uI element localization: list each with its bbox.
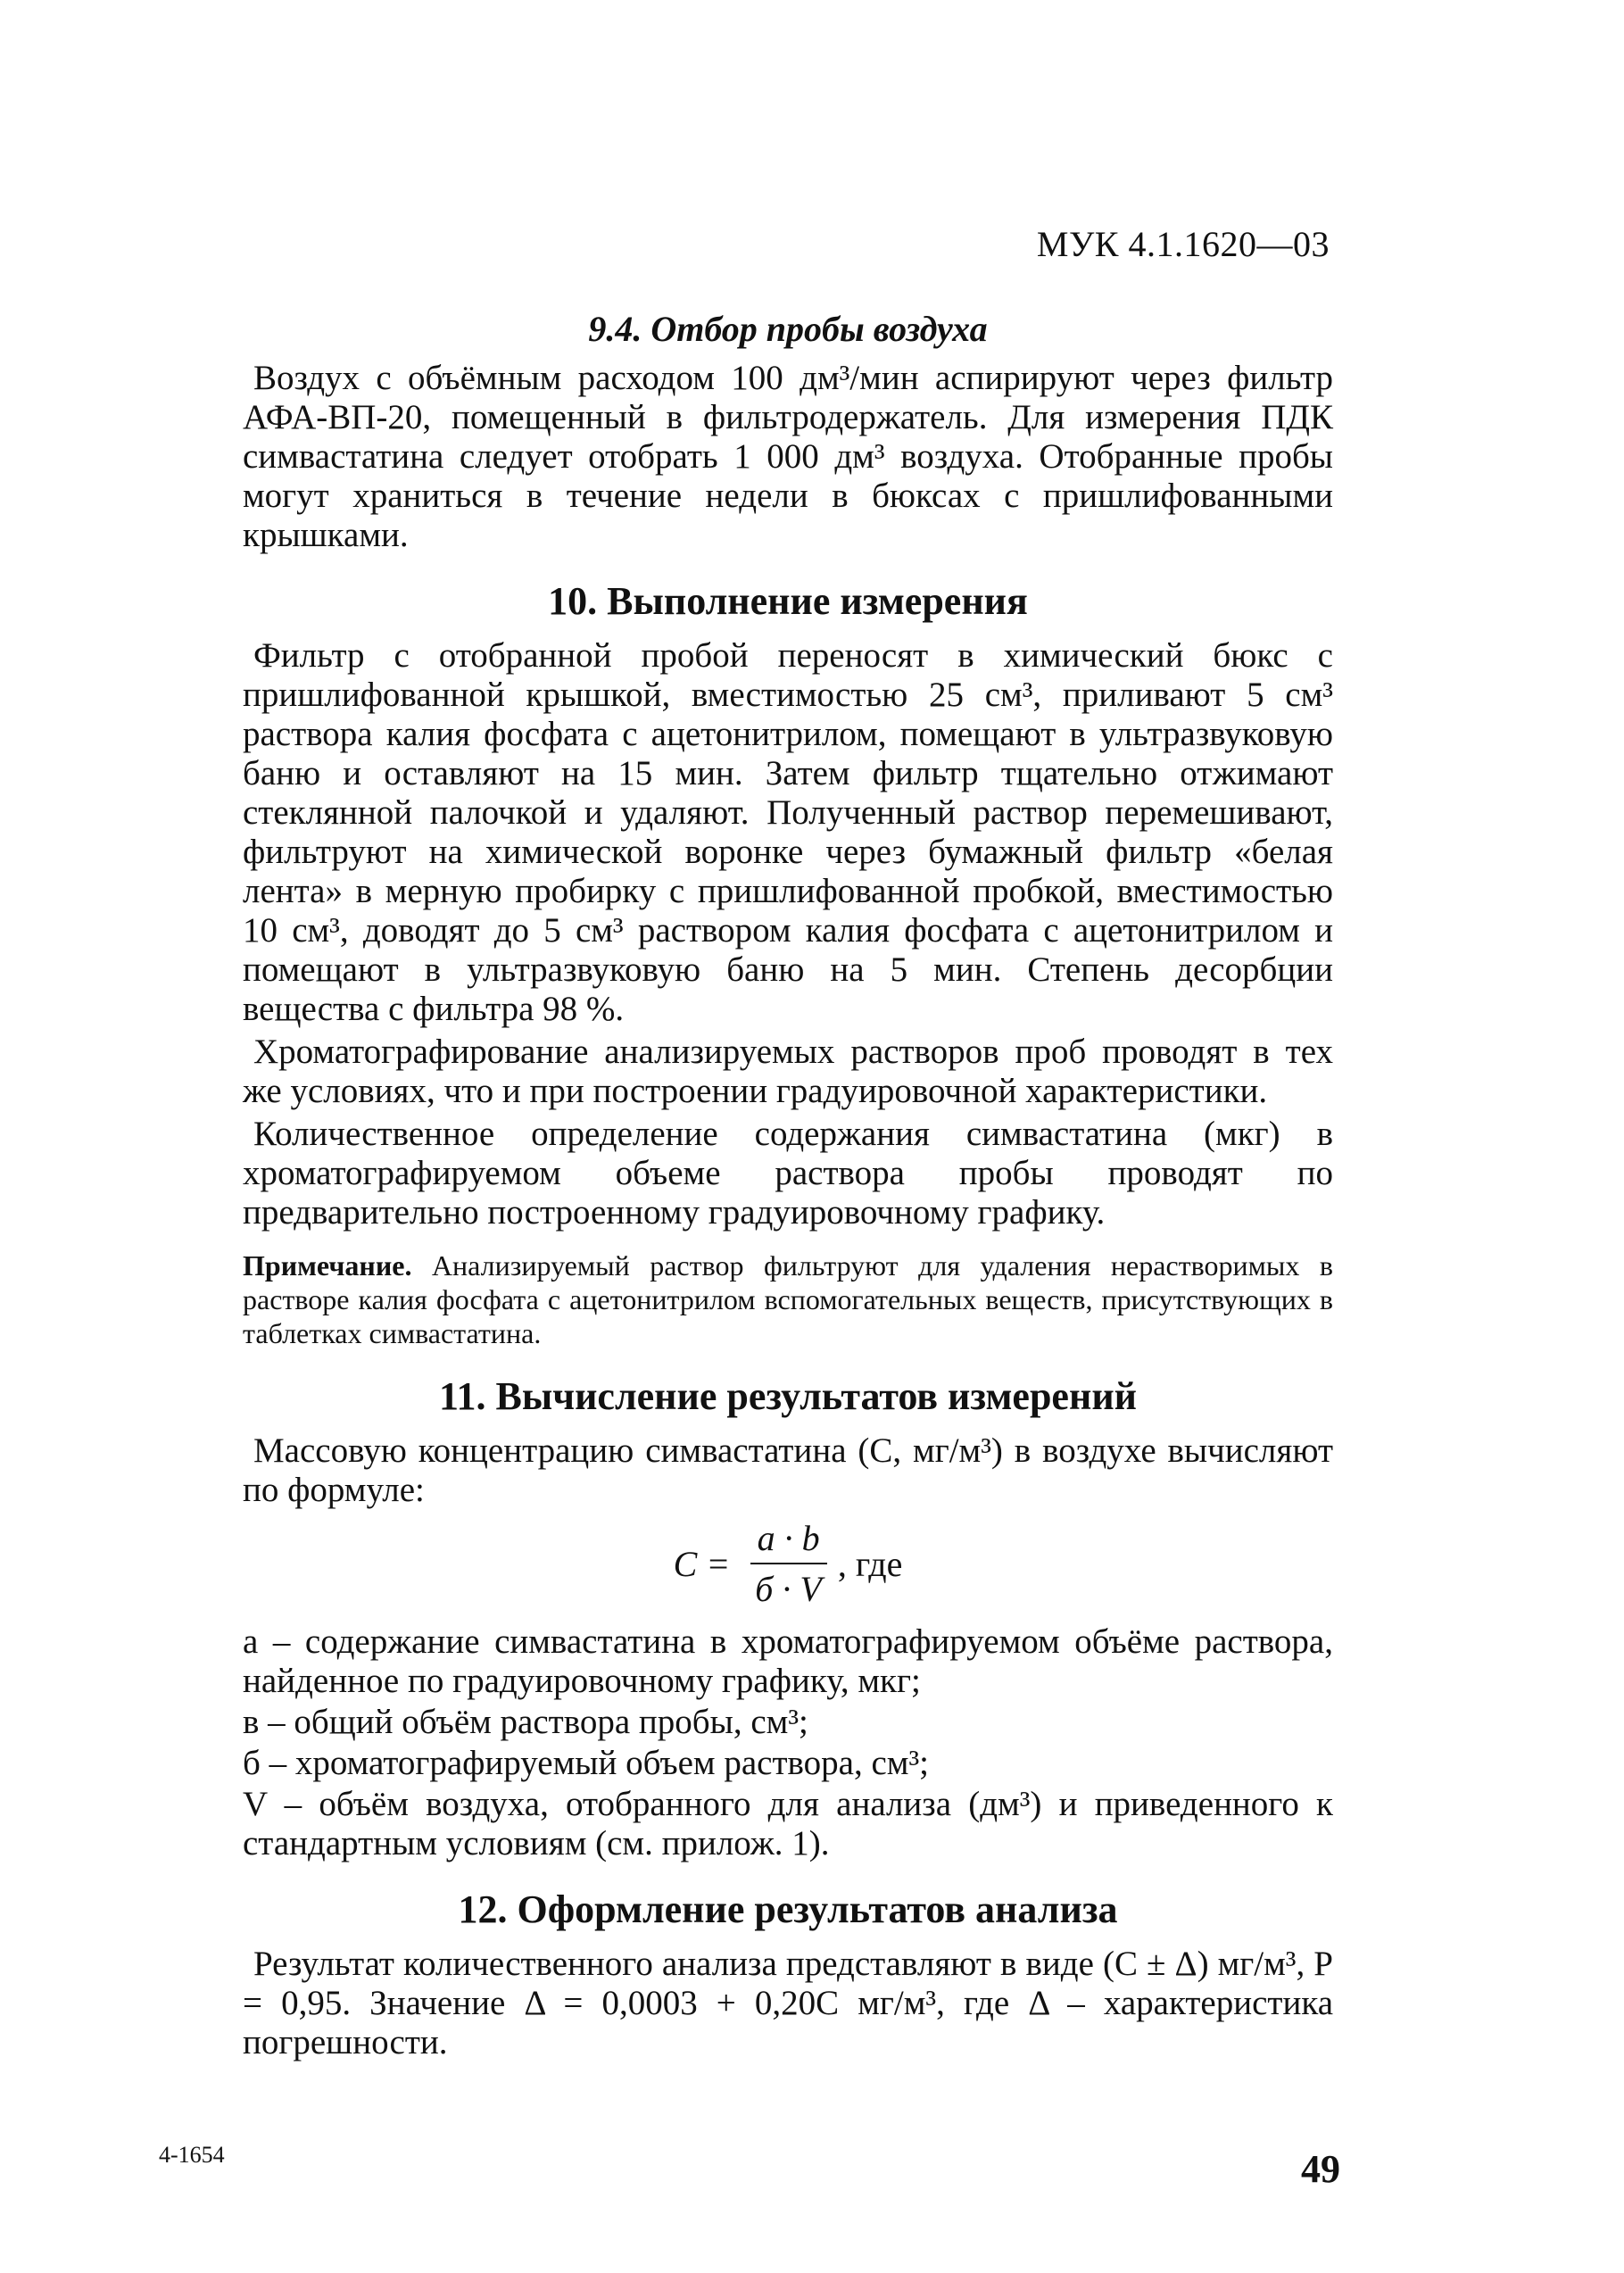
section-11-intro: Массовую концентрацию симвастатина (C, мг/м³) в воздухе вычисляют по формуле:	[243, 1431, 1333, 1509]
definition-v: в – общий объём раствора пробы, см³;	[243, 1703, 808, 1741]
section-10-note	[243, 1248, 1333, 1350]
formula-numerator: a · b	[750, 1517, 827, 1564]
section-10-paragraph-2: Хроматографирование анализируемых растворов проб проводят в тех же условиях, что и при построении градуировочной характеристики.	[243, 1033, 1333, 1110]
formula-suffix: , где	[837, 1543, 903, 1584]
subsection-9-4-text: Воздух с объёмным расходом 100 дм³/мин аспирируют через фильтр АФА-ВП-20, помещенный в фильтродержатель. Для измерения ПДК симвастатина следует отобрать 1 000 дм³ воздуха. Отобранные пробы могут храниться в течение недели в бюксах с пришлифованными крышками.	[243, 359, 1333, 554]
section-10-title: 10. Выполнение измерения	[548, 579, 1028, 623]
subsection-9-4-title: 9.4. Отбор пробы воздуха	[588, 309, 988, 349]
definition-b: б – хроматографируемый объем раствора, см³;	[243, 1744, 929, 1782]
section-11-title: 11. Вычисление результатов измерений	[438, 1374, 1138, 1418]
page-number: 49	[1301, 2147, 1340, 2191]
formula-fraction	[748, 1517, 829, 1610]
formula-denominator: б · V	[755, 1569, 822, 1609]
note-label: Примечание.	[243, 1249, 412, 1282]
definition-a: а – содержание симвастатина в хроматографируемом объёме раствора, найденное по градуировочному графику, мкг;	[243, 1622, 1333, 1700]
page-content	[243, 308, 1333, 2066]
section-12-text: Результат количественного анализа представляют в виде (C ± Δ) мг/м³, P = 0,95. Значение Δ = 0,0003 + 0,20C мг/м³, где Δ – характеристика погрешности.	[243, 1945, 1333, 2061]
note-text: Анализируемый раствор фильтруют для удаления нерастворимых в растворе калия фосфата с ацетонитрилом вспомогательных веществ, присутствующих в таблетках симвастатина.	[243, 1249, 1333, 1349]
section-12-title: 12. Оформление результатов анализа	[458, 1887, 1118, 1931]
concentration-formula	[243, 1517, 1333, 1610]
definition-air-volume: V – объём воздуха, отобранного для анализа (дм³) и приведенного к стандартным условиям (см. прилож. 1).	[243, 1785, 1333, 1862]
footer-print-code: 4-1654	[159, 2142, 225, 2168]
document-code-header: МУК 4.1.1620—03	[1036, 224, 1330, 264]
section-10-paragraph-1: Фильтр с отобранной пробой переносят в химический бюкс с пришлифованной крышкой, вместимостью 25 см³, приливают 5 см³ раствора калия фосфата с ацетонитрилом, помещают в ультразвуковую баню и оставляют на 15 мин. Затем фильтр тщательно отжимают стеклянной палочкой и удаляют. Полученный раствор перемешивают, фильтруют на химической воронке через бумажный фильтр «белая лента» в мерную пробирку с пришлифованной пробкой, вместимостью 10 см³, доводят до 5 см³ раствором калия фосфата с ацетонитрилом и помещают в ультразвуковую баню на 5 мин. Степень десорбции вещества с фильтра 98 %.	[243, 636, 1333, 1028]
section-10-paragraph-3: Количественное определение содержания симвастатина (мкг) в хроматографируемом объеме раствора пробы проводят по предварительно построенному градуировочному графику.	[243, 1115, 1333, 1232]
formula-lhs: C =	[673, 1543, 731, 1584]
